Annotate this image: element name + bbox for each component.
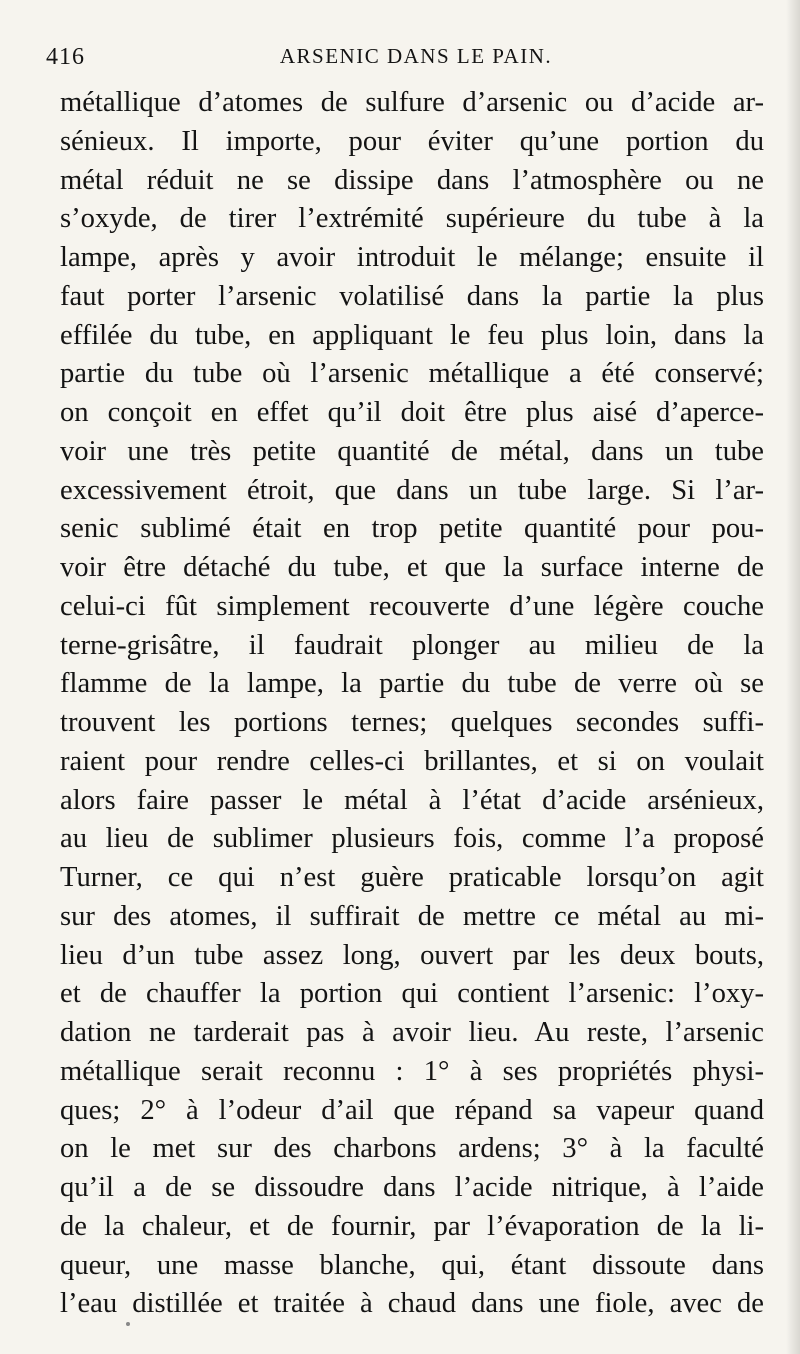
text-line: lampe, après y avoir introduit le mélange; ensuite il [60,242,764,273]
text-line: de la chaleur, et de fournir, par l’évaporation de la li- [60,1210,764,1242]
text-line: celui-ci fût simplement recouverte d’une légère couche [60,590,764,622]
paper-speck [126,1322,130,1326]
text-line: effilée du tube, en appliquant le feu plus loin, dans la [60,319,764,351]
text-line: dation ne tarderait pas à avoir lieu. Au reste, l’arsenic [60,1017,764,1048]
text-line: excessivement étroit, que dans un tube large. Si l’ar- [60,474,764,506]
text-line: voir être détaché du tube, et que la surface interne de [60,552,764,583]
text-line: Turner, ce qui n’est guère praticable lorsqu’on agit [60,862,764,893]
text-line: partie du tube où l’arsenic métallique a été conservé; [60,358,764,390]
text-line: l’eau distillée et traitée à chaud dans une fiole, avec de [60,1288,764,1320]
text-line: métal réduit ne se dissipe dans l’atmosphère ou ne [60,164,764,196]
text-line: on le met sur des charbons ardens; 3° à la faculté [60,1133,764,1165]
text-line: raient pour rendre celles-ci brillantes, et si on voulait [60,745,764,777]
text-line: trouvent les portions ternes; quelques secondes suffi- [60,707,764,738]
text-line: terne-grisâtre, il faudrait plonger au milieu de la [60,629,764,661]
text-line: sur des atomes, il suffirait de mettre ce métal au mi- [60,900,764,932]
text-line: voir une très petite quantité de métal, dans un tube [60,435,764,467]
text-line: alors faire passer le métal à l’état d’acide arsénieux, [60,784,764,816]
text-line: au lieu de sublimer plusieurs fois, comme l’a proposé [60,823,764,855]
text-line: on conçoit en effet qu’il doit être plus aisé d’aperce- [60,397,764,428]
text-line: s’oxyde, de tirer l’extrémité supérieure du tube à la [60,203,764,235]
text-line: ques; 2° à l’odeur d’ail que répand sa vapeur quand [60,1094,764,1126]
text-line: métallique serait reconnu : 1° à ses propriétés physi- [60,1055,764,1087]
running-head: ARSENIC DANS LE PAIN. [279,44,553,68]
text-line: queur, une masse blanche, qui, étant dissoute dans [60,1249,764,1281]
page-edge-shadow [786,0,800,1354]
page-header [46,44,766,74]
text-line: qu’il a de se dissoudre dans l’acide nitrique, à l’aide [60,1172,764,1203]
text-line: sénieux. Il importe, pour éviter qu’une portion du [60,125,764,157]
body-text [60,84,764,1324]
text-line: lieu d’un tube assez long, ouvert par les deux bouts, [60,939,764,971]
text-line: faut porter l’arsenic volatilisé dans la partie la plus [60,280,764,312]
text-line: et de chauffer la portion qui contient l’arsenic: l’oxy- [60,978,764,1010]
text-line: métallique d’atomes de sulfure d’arsenic ou d’acide ar- [60,87,764,118]
page-number: 416 [46,44,85,70]
text-line: senic sublimé était en trop petite quantité pour pou- [60,513,764,545]
text-line: flamme de la lampe, la partie du tube de verre où se [60,668,764,700]
